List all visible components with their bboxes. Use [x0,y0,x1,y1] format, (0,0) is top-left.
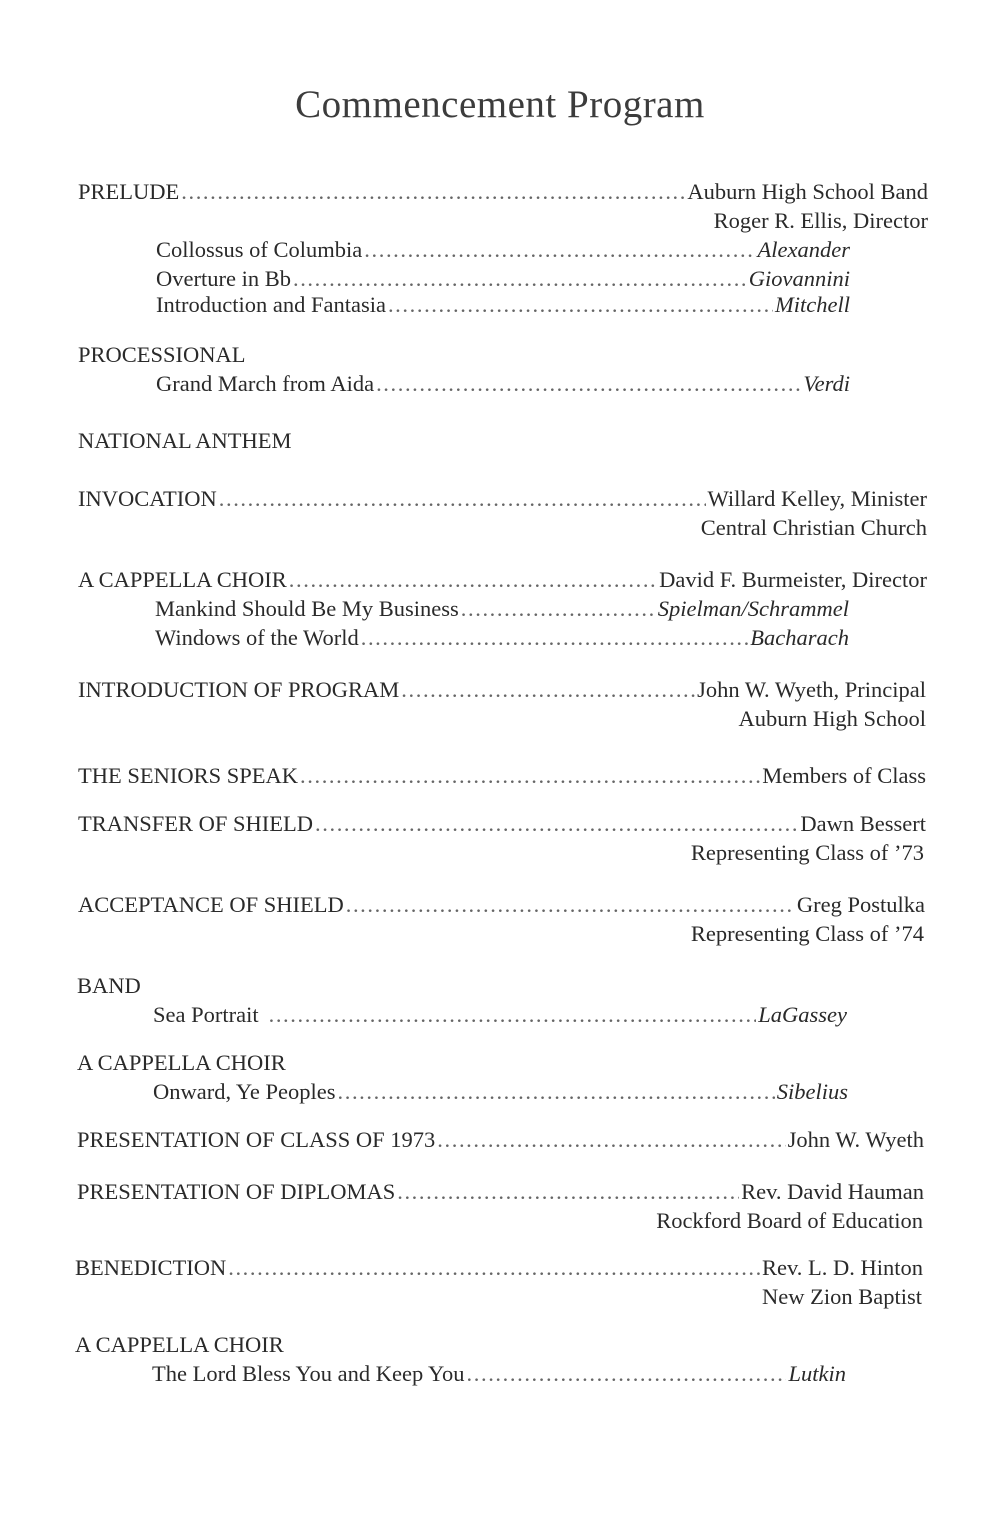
leader-dots [364,235,755,264]
benediction-label: BENEDICTION [75,1255,227,1280]
invocation-org: Central Christian Church [700,515,927,540]
leader-dots [228,1253,760,1282]
piece-title: Onward, Ye Peoples [153,1079,336,1104]
prelude-performer: Auburn High School Band [687,179,928,204]
piece-title: Introduction and Fantasia [156,292,386,317]
introduction-entry [0,675,1000,733]
benediction-entry [0,1253,1000,1311]
acceptance-label: ACCEPTANCE OF SHIELD [78,892,344,917]
presentation-class-entry [0,1125,1000,1154]
page-title: Commencement Program [295,83,705,126]
presentation-class-name: John W. Wyeth [787,1127,924,1152]
transfer-label: TRANSFER OF SHIELD [78,811,314,836]
benediction-org: New Zion Baptist [762,1284,922,1309]
leader-dots [289,565,657,594]
piece-title: Windows of the World [155,625,359,650]
introduction-name: John W. Wyeth, Principal [697,677,926,702]
prelude-director: Roger R. Ellis, Director [713,208,928,233]
anthem-label: NATIONAL ANTHEM [78,428,292,453]
piece-title: Grand March from Aida [156,371,375,396]
acceptance-note: Representing Class of ’74 [690,921,924,946]
piece-composer: Verdi [803,371,850,396]
piece-composer: Spielman/Schrammel [657,596,849,621]
piece-title: The Lord Bless You and Keep You [152,1361,465,1386]
introduction-org: Auburn High School [738,706,926,731]
invocation-entry [0,484,1000,542]
introduction-label: INTRODUCTION OF PROGRAM [78,677,400,702]
presentation-class-label: PRESENTATION OF CLASS OF 1973 [77,1127,436,1152]
piece-composer: Mitchell [775,292,850,317]
piece-title: Collossus of Columbia [156,237,363,262]
presentation-diplomas-entry [0,1177,1000,1235]
presentation-diplomas-label: PRESENTATION OF DIPLOMAS [77,1179,396,1204]
transfer-entry [0,809,1000,867]
piece-title: Overture in Bb [156,266,291,291]
leader-dots [397,1177,739,1206]
invocation-name: Willard Kelley, Minister [707,486,927,511]
leader-dots [376,369,801,398]
leader-dots [461,594,656,623]
leader-dots [346,890,795,919]
leader-dots [219,484,706,513]
piece-composer: Lutkin [788,1361,846,1386]
choir3-label: A CAPPELLA CHOIR [75,1332,284,1357]
piece-composer: Bacharach [750,625,849,650]
band-label: BAND [77,973,141,998]
choir3-entry [0,1330,1000,1388]
transfer-name: Dawn Bessert [800,811,926,836]
acceptance-name: Greg Postulka [796,892,925,917]
presentation-diplomas-name: Rev. David Hauman [741,1179,924,1204]
prelude-entry [0,177,1000,319]
seniors-entry [0,761,1000,790]
leader-dots [315,809,798,838]
leader-dots [181,177,685,206]
leader-dots [437,1125,785,1154]
piece-composer: Sibelius [776,1079,848,1104]
seniors-name: Members of Class [762,763,926,788]
piece-title: Mankind Should Be My Business [155,596,459,621]
processional-entry [0,340,1000,398]
leader-dots [300,761,760,790]
seniors-label: THE SENIORS SPEAK [78,763,299,788]
prelude-label: PRELUDE [78,179,180,204]
invocation-label: INVOCATION [78,486,217,511]
choir1-director: David F. Burmeister, Director [659,567,927,592]
leader-dots [467,1359,787,1388]
piece-title: Sea Portrait [153,1002,259,1027]
leader-dots [293,264,747,293]
piece-composer: LaGassey [758,1002,847,1027]
leader-dots [361,623,749,652]
benediction-name: Rev. L. D. Hinton [761,1255,923,1280]
presentation-diplomas-org: Rockford Board of Education [656,1208,923,1233]
choir1-label: A CAPPELLA CHOIR [78,567,287,592]
transfer-note: Representing Class of ’73 [690,840,924,865]
band-entry [0,971,1000,1029]
leader-dots [269,1000,757,1029]
piece-composer: Giovannini [748,266,850,291]
piece-composer: Alexander [757,237,850,262]
leader-dots [401,675,695,704]
acceptance-entry [0,890,1000,948]
choir2-label: A CAPPELLA CHOIR [77,1050,286,1075]
anthem-entry [0,426,1000,455]
choir2-entry [0,1048,1000,1106]
leader-dots [338,1077,775,1106]
choir1-entry [0,565,1000,652]
processional-label: PROCESSIONAL [78,342,246,367]
leader-dots [388,290,773,319]
